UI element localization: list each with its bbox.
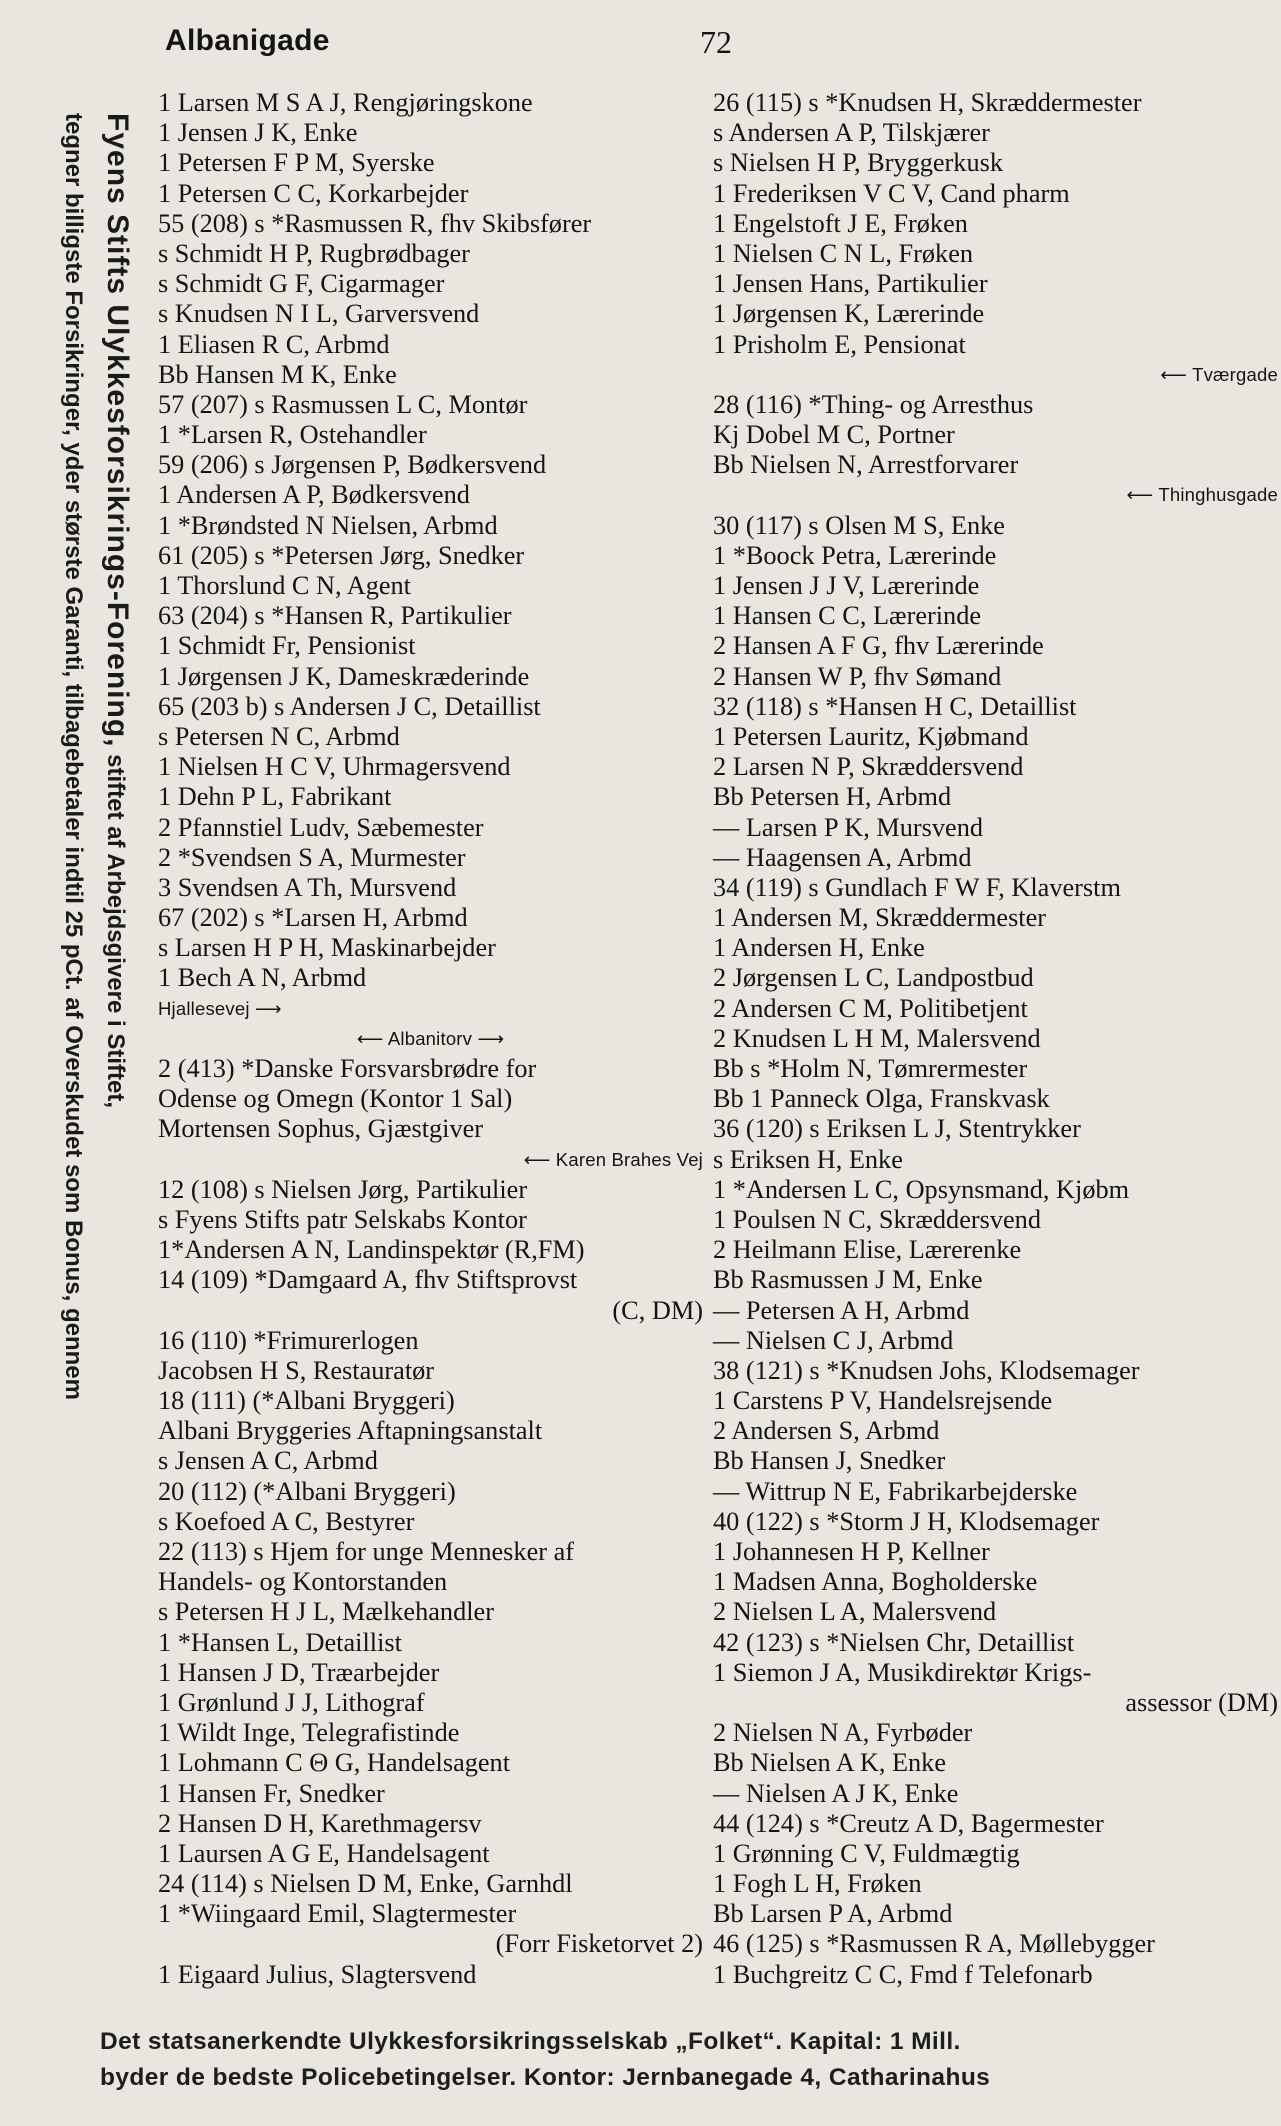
directory-entry: 1 Wildt Inge, Telegrafistinde (158, 1718, 460, 1748)
directory-entry: 2 Hansen A F G, fhv Lærerinde (713, 631, 1044, 661)
directory-entry: Bb Hansen J, Snedker (713, 1446, 946, 1476)
entry-continuation: (Forr Fisketorvet 2) (495, 1929, 703, 1959)
directory-entry: 1 Madsen Anna, Bogholderske (713, 1567, 1038, 1597)
directory-entry: 36 (120) s Eriksen L J, Stentrykker (713, 1114, 1081, 1144)
directory-entry: 1 Lohmann C Θ G, Handelsagent (158, 1748, 511, 1778)
directory-entry: s Schmidt H P, Rugbrødbager (158, 238, 470, 268)
directory-entry: 2 Nielsen N A, Fyrbøder (713, 1718, 973, 1748)
directory-entry: 2 (413) *Danske Forsvarsbrødre for (158, 1054, 537, 1083)
directory-entry: Jacobsen H S, Restauratør (158, 1355, 435, 1385)
directory-entry: Mortensen Sophus, Gjæstgiver (158, 1114, 484, 1144)
directory-entry: 2 Nielsen L A, Malersvend (713, 1597, 997, 1627)
directory-entry: Albani Bryggeries Aftapningsanstalt (158, 1416, 543, 1446)
directory-entry: s Eriksen H, Enke (713, 1144, 903, 1174)
directory-entry: 1 *Brøndsted N Nielsen, Arbmd (158, 510, 498, 540)
directory-entry: 2 Andersen C M, Politibetjent (713, 993, 1028, 1023)
directory-entry: 55 (208) s *Rasmussen R, fhv Skibsfører (158, 208, 592, 238)
directory-entry: s Fyens Stifts patr Selskabs Kontor (158, 1204, 527, 1234)
directory-entry: 2 Pfannstiel Ludv, Sæbemester (158, 812, 484, 842)
directory-entry: — Larsen P K, Mursvend (713, 812, 983, 842)
directory-entry: 32 (118) s *Hansen H C, Detaillist (713, 691, 1077, 721)
directory-entry: 1 Petersen F P M, Syerske (158, 148, 435, 178)
directory-entry: 2 Andersen S, Arbmd (713, 1416, 940, 1446)
directory-entry: — Petersen A H, Arbmd (713, 1295, 970, 1325)
directory-entry: — Haagensen A, Arbmd (713, 842, 972, 872)
directory-entry: 18 (111) (*Albani Bryggeri) (158, 1386, 455, 1416)
footer-line1: Det statsanerkendte Ulykkesforsikringsselskab „Folket“. Kapital: 1 Mill. (100, 2028, 961, 2055)
directory-entry: Bb Hansen M K, Enke (158, 359, 397, 389)
directory-entry: 1 Johannesen H P, Kellner (713, 1537, 990, 1566)
directory-entry: 2 Larsen N P, Skræddersvend (713, 752, 1024, 782)
directory-entry: Bb 1 Panneck Olga, Franskvask (713, 1084, 1050, 1114)
directory-entry: 1 Jørgensen K, Lærerinde (713, 299, 985, 329)
directory-entry: 1 *Hansen L, Detaillist (158, 1627, 402, 1657)
directory-entry: 1 Dehn P L, Fabrikant (158, 782, 392, 812)
directory-entry: 1 Petersen Lauritz, Kjøbmand (713, 721, 1029, 751)
directory-entry: 42 (123) s *Nielsen Chr, Detaillist (713, 1627, 1075, 1657)
directory-entry: 1 Hansen J D, Træarbejder (158, 1657, 440, 1687)
directory-entry: 28 (116) *Thing- og Arresthus (713, 389, 1034, 419)
directory-entry: 65 (203 b) s Andersen J C, Detaillist (158, 691, 541, 721)
directory-entry: 46 (125) s *Rasmussen R A, Møllebygger (713, 1929, 1155, 1959)
directory-entry: 1 Eliasen R C, Arbmd (158, 329, 390, 359)
directory-entry: 1 Grønlund J J, Lithograf (158, 1687, 425, 1717)
directory-entry: 61 (205) s *Petersen Jørg, Snedker (158, 540, 525, 570)
directory-entry: 1 Thorslund C N, Agent (158, 571, 411, 600)
directory-entry: 14 (109) *Damgaard A, fhv Stiftsprovst (158, 1265, 578, 1295)
directory-entry: 1 Laursen A G E, Handelsagent (158, 1838, 490, 1868)
directory-entry: s Petersen H J L, Mælkehandler (158, 1597, 494, 1627)
directory-entry: 1 Fogh L H, Frøken (713, 1869, 922, 1899)
directory-entry: 1 Jensen J K, Enke (158, 118, 358, 148)
side-advertisement (38, 113, 138, 1990)
directory-entry: 1 Larsen M S A J, Rengjøringskone (158, 88, 533, 117)
directory-entry: 1 Schmidt Fr, Pensionist (158, 631, 416, 661)
directory-entry: 30 (117) s Olsen M S, Enke (713, 510, 1005, 540)
directory-entry: s Knudsen N I L, Garversvend (158, 299, 480, 329)
directory-entry: 1 Poulsen N C, Skræddersvend (713, 1204, 1041, 1234)
directory-entry: Bb Rasmussen J M, Enke (713, 1265, 983, 1295)
directory-entry: 1 Jørgensen J K, Dameskræderinde (158, 661, 530, 691)
directory-entry: 16 (110) *Frimurerlogen (158, 1325, 419, 1355)
directory-entry: 44 (124) s *Creutz A D, Bagermester (713, 1808, 1104, 1838)
directory-entry: 2 Hansen W P, fhv Sømand (713, 661, 1002, 691)
directory-entry: 20 (112) (*Albani Bryggeri) (158, 1476, 456, 1506)
directory-entry: 1 Frederiksen V C V, Cand pharm (713, 178, 1070, 208)
directory-entry: 1 Andersen A P, Bødkersvend (158, 480, 470, 510)
cross-street-ref: ⟵ Tværgade (1160, 363, 1278, 385)
directory-entry: Bb Nielsen N, Arrestforvarer (713, 450, 1019, 480)
entry-continuation: assessor (DM) (1125, 1687, 1278, 1717)
directory-entry: 1 Jensen J J V, Lærerinde (713, 571, 980, 600)
directory-entry: 1 Nielsen C N L, Frøken (713, 238, 974, 268)
directory-entry: 67 (202) s *Larsen H, Arbmd (158, 903, 468, 933)
directory-entry: 1 *Wiingaard Emil, Slagtermester (158, 1899, 517, 1929)
cross-street-ref: ⟵ Thinghusgade (1126, 484, 1278, 506)
directory-entry: 1 Hansen C C, Lærerinde (713, 601, 982, 631)
directory-entry: 12 (108) s Nielsen Jørg, Partikulier (158, 1174, 528, 1204)
directory-entry: 1 Bech A N, Arbmd (158, 963, 367, 993)
directory-entry: s Nielsen H P, Bryggerkusk (713, 148, 1003, 178)
side-ad-title: Fyens Stifts Ulykkesforsikrings-Forening, (101, 113, 134, 748)
directory-entry: 1 Siemon J A, Musikdirektør Krigs- (713, 1657, 1092, 1687)
street-header: Albanigade (165, 24, 330, 57)
directory-entry: Bb Larsen P A, Arbmd (713, 1899, 953, 1929)
directory-entry: 34 (119) s Gundlach F W F, Klaverstm (713, 872, 1121, 902)
directory-entry: Bb s *Holm N, Tømrermester (713, 1054, 1028, 1083)
directory-entry: 63 (204) s *Hansen R, Partikulier (158, 601, 512, 631)
directory-entry: 1 Andersen H, Enke (713, 933, 925, 963)
entry-continuation: (C, DM) (612, 1295, 703, 1325)
directory-entry: 2 Hansen D H, Karethmagersv (158, 1808, 482, 1838)
directory-entry: s Koefoed A C, Bestyrer (158, 1506, 415, 1536)
directory-entry: — Wittrup N E, Fabrikarbejderske (713, 1476, 1078, 1506)
directory-entry: 22 (113) s Hjem for unge Mennesker af (158, 1537, 574, 1566)
directory-entry: s Schmidt G F, Cigarmager (158, 269, 445, 299)
page-number: 72 (700, 24, 732, 60)
directory-entry: Odense og Omegn (Kontor 1 Sal) (158, 1084, 513, 1114)
directory-entry: 1 Hansen Fr, Snedker (158, 1778, 385, 1808)
directory-entry: 1 *Andersen L C, Opsynsmand, Kjøbm (713, 1174, 1130, 1204)
right-column (713, 88, 1278, 1990)
directory-entry: 24 (114) s Nielsen D M, Enke, Garnhdl (158, 1869, 573, 1899)
directory-entry: 1 Jensen Hans, Partikulier (713, 269, 988, 299)
footer-line2: byder de bedste Policebetingelser. Kontor: Jernbanegade 4, Catharinahus (100, 2064, 991, 2091)
side-ad-line1-rest: stiftet af Arbejdsgivere i Stiftet, (102, 747, 129, 1108)
directory-entry: 59 (206) s Jørgensen P, Bødkersvend (158, 450, 547, 480)
directory-entry: s Andersen A P, Tilskjærer (713, 118, 990, 148)
directory-entry: — Nielsen C J, Arbmd (713, 1325, 954, 1355)
directory-entry: Handels- og Kontorstanden (158, 1567, 448, 1597)
left-column (158, 88, 703, 1990)
directory-entry: 1 Prisholm E, Pensionat (713, 329, 966, 359)
cross-street-ref: ⟵ Karen Brahes Vej (523, 1148, 703, 1170)
directory-entry: 2 *Svendsen S A, Murmester (158, 842, 466, 872)
directory-entry: 1 Engelstoft J E, Frøken (713, 208, 968, 238)
directory-entry: 57 (207) s Rasmussen L C, Montør (158, 389, 528, 419)
directory-entry: 1 *Larsen R, Ostehandler (158, 420, 427, 450)
directory-entry: 1*Andersen A N, Landinspektør (R,FM) (158, 1235, 585, 1265)
cross-street-ref: ⟵ Albanitorv ⟶ (356, 1027, 505, 1049)
directory-entry: 26 (115) s *Knudsen H, Skræddermester (713, 88, 1142, 117)
directory-entry: s Petersen N C, Arbmd (158, 721, 400, 751)
side-ad-line1 (94, 113, 138, 1990)
directory-entry: 2 Jørgensen L C, Landpostbud (713, 963, 1034, 993)
directory-entry: 2 Knudsen L H M, Malersvend (713, 1023, 1041, 1053)
directory-entry: 1 Nielsen H C V, Uhrmagersvend (158, 752, 511, 782)
directory-entry: 38 (121) s *Knudsen Johs, Klodsemager (713, 1355, 1140, 1385)
directory-entry: 3 Svendsen A Th, Mursvend (158, 872, 457, 902)
cross-street-ref: Hjallesevej ⟶ (158, 997, 282, 1019)
directory-entry: 1 Eigaard Julius, Slagtersvend (158, 1959, 477, 1989)
directory-entry: 1 *Boock Petra, Lærerinde (713, 540, 997, 570)
directory-entry: Bb Nielsen A K, Enke (713, 1748, 946, 1778)
directory-entry: 40 (122) s *Storm J H, Klodsemager (713, 1506, 1100, 1536)
directory-entry: Bb Petersen H, Arbmd (713, 782, 952, 812)
directory-entry: 1 Andersen M, Skræddermester (713, 903, 1047, 933)
footer-advertisement (100, 2024, 1281, 2096)
directory-entry: 1 Carstens P V, Handelsrejsende (713, 1386, 1053, 1416)
directory-entry: 1 Petersen C C, Korkarbejder (158, 178, 469, 208)
directory-entry: s Larsen H P H, Maskinarbejder (158, 933, 496, 963)
directory-entry: s Jensen A C, Arbmd (158, 1446, 378, 1476)
directory-entry: 1 Grønning C V, Fuldmægtig (713, 1838, 1020, 1868)
directory-entry: 1 Buchgreitz C C, Fmd f Telefonarb (713, 1959, 1093, 1989)
directory-entry: 2 Heilmann Elise, Lærerenke (713, 1235, 1022, 1265)
directory-entry: Kj Dobel M C, Portner (713, 420, 955, 450)
side-ad-line2: tegner billigste Forsikringer, yder største Garanti, tilbagebetaler indtil 25 pCt. af Overskudet som Bonus, gennem (60, 113, 87, 1400)
directory-entry: — Nielsen A J K, Enke (713, 1778, 959, 1808)
